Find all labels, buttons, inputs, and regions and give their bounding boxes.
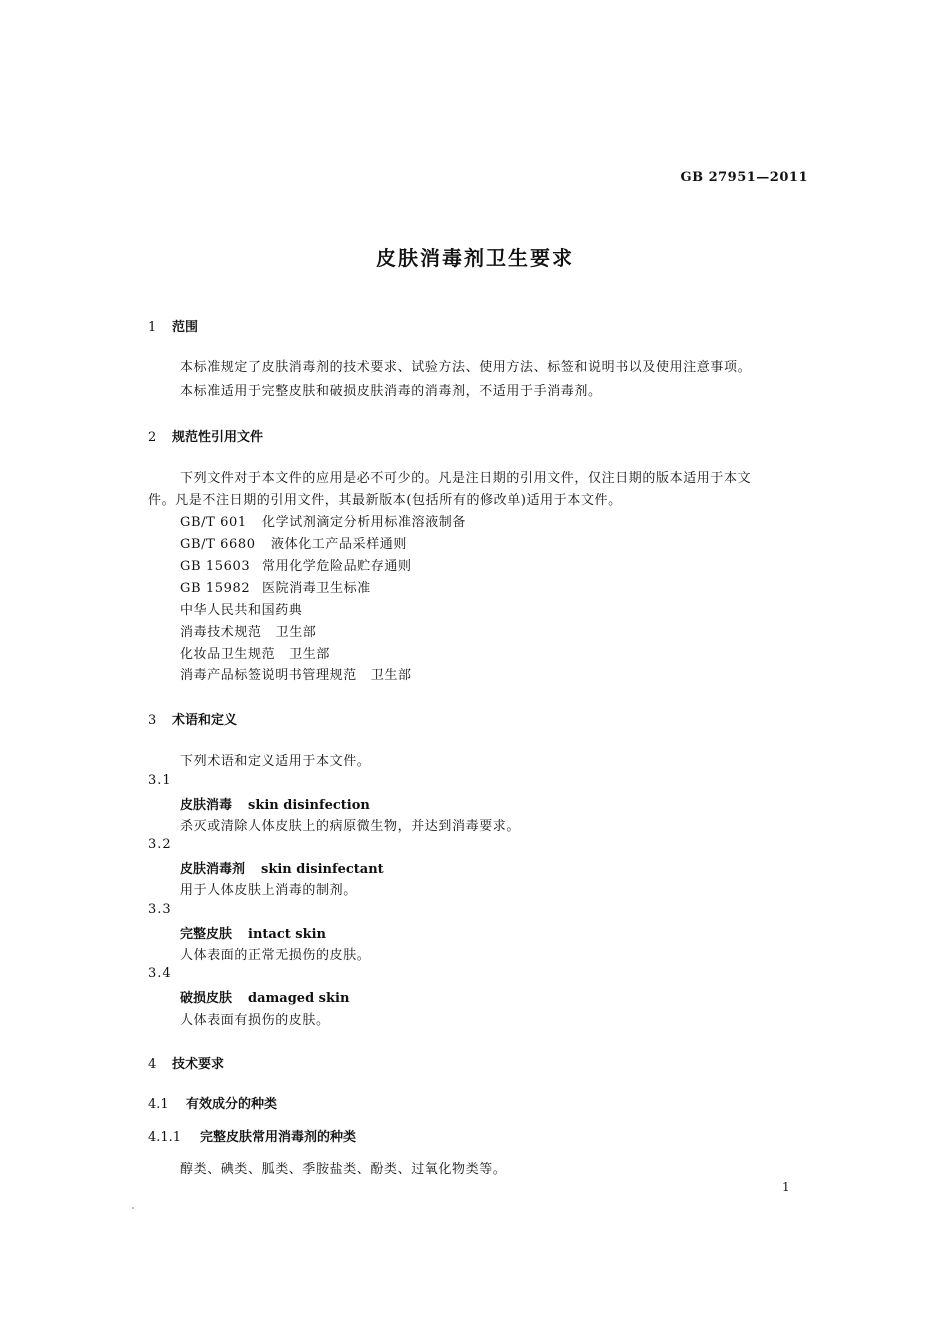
subsection-title: 有效成分的种类 <box>186 1097 278 1112</box>
paragraph: 本标准规定了皮肤消毒剂的技术要求、试验方法、使用方法、标签和说明书以及使用注意事项。 <box>180 360 752 375</box>
reference-title: 常用化学危险品贮存通则 <box>262 559 412 574</box>
page-title: 皮肤消毒剂卫生要求 <box>376 246 574 270</box>
reference-publisher: 卫生部 <box>275 625 317 640</box>
subsubsection-title: 完整皮肤常用消毒剂的种类 <box>200 1130 357 1145</box>
standard-code: GB 27951—2011 <box>680 170 808 185</box>
reference-code: GB/T 601 <box>180 515 247 530</box>
term-definition: 人体表面有损伤的皮肤。 <box>180 1013 330 1028</box>
section-1-heading <box>148 316 198 335</box>
reference-title: 医院消毒卫生标准 <box>262 581 371 596</box>
paragraph: 醇类、碘类、胍类、季胺盐类、酚类、过氧化物类等。 <box>180 1162 507 1177</box>
term-en: intact skin <box>248 927 326 942</box>
section-2-heading <box>148 426 263 445</box>
reference-title: 消毒产品标签说明书管理规范 <box>180 668 357 683</box>
subsection-heading <box>148 1093 277 1112</box>
term-entry <box>180 923 326 942</box>
term-definition: 杀灭或清除人体皮肤上的病原微生物，并达到消毒要求。 <box>180 819 521 834</box>
section-number: 1 <box>148 320 157 335</box>
term-en: skin disinfection <box>248 798 370 813</box>
term-en: damaged skin <box>248 991 350 1006</box>
term-entry <box>180 858 384 877</box>
term-entry <box>180 794 370 813</box>
reference-item <box>180 511 466 530</box>
section-number: 3 <box>148 713 157 728</box>
term-number: 3.1 <box>148 773 172 788</box>
section-3-heading <box>148 709 237 728</box>
term-entry <box>180 987 349 1006</box>
reference-item <box>180 533 407 552</box>
reference-title: 化学试剂滴定分析用标准溶液制备 <box>262 515 467 530</box>
scan-speck <box>132 1207 134 1209</box>
paragraph: 本标准适用于完整皮肤和破损皮肤消毒的消毒剂，不适用于手消毒剂。 <box>180 384 602 399</box>
reference-publisher: 卫生部 <box>289 647 331 662</box>
reference-publisher: 卫生部 <box>370 668 412 683</box>
reference-title: 消毒技术规范 <box>180 625 262 640</box>
term-zh: 完整皮肤 <box>180 927 233 942</box>
section-title: 范围 <box>172 320 199 335</box>
term-definition: 用于人体皮肤上消毒的制剂。 <box>180 883 357 898</box>
reference-title: 中华人民共和国药典 <box>180 603 303 618</box>
reference-title: 液体化工产品采样通则 <box>271 537 408 552</box>
subsubsection-heading <box>148 1126 356 1145</box>
section-title: 技术要求 <box>172 1057 225 1072</box>
reference-item <box>180 664 412 683</box>
paragraph: 下列术语和定义适用于本文件。 <box>180 754 371 769</box>
reference-code: GB 15603 <box>180 559 251 574</box>
reference-item <box>180 555 412 574</box>
subsubsection-number: 4.1.1 <box>148 1130 182 1145</box>
section-4-heading <box>148 1053 224 1072</box>
reference-title: 化妆品卫生规范 <box>180 647 276 662</box>
section-title: 术语和定义 <box>172 713 238 728</box>
reference-item <box>180 599 302 618</box>
term-zh: 皮肤消毒 <box>180 798 233 813</box>
reference-item <box>180 621 316 640</box>
reference-item <box>180 577 371 596</box>
term-number: 3.4 <box>148 966 172 981</box>
term-number: 3.2 <box>148 837 172 852</box>
reference-item <box>180 643 330 662</box>
subsection-number: 4.1 <box>148 1097 169 1112</box>
paragraph-continuation: 件。凡是不注日期的引用文件，其最新版本(包括所有的修改单)适用于本文件。 <box>148 493 622 508</box>
term-en: skin disinfectant <box>261 862 384 877</box>
term-zh: 破损皮肤 <box>180 991 233 1006</box>
section-title: 规范性引用文件 <box>172 430 264 445</box>
term-number: 3.3 <box>148 902 172 917</box>
section-number: 2 <box>148 430 157 445</box>
term-zh: 皮肤消毒剂 <box>180 862 246 877</box>
page-number: 1 <box>782 1180 790 1194</box>
reference-code: GB/T 6680 <box>180 537 256 552</box>
paragraph: 下列文件对于本文件的应用是必不可少的。凡是注日期的引用文件，仅注日期的版本适用于本文 <box>180 471 752 486</box>
reference-code: GB 15982 <box>180 581 251 596</box>
section-number: 4 <box>148 1057 157 1072</box>
term-definition: 人体表面的正常无损伤的皮肤。 <box>180 948 371 963</box>
